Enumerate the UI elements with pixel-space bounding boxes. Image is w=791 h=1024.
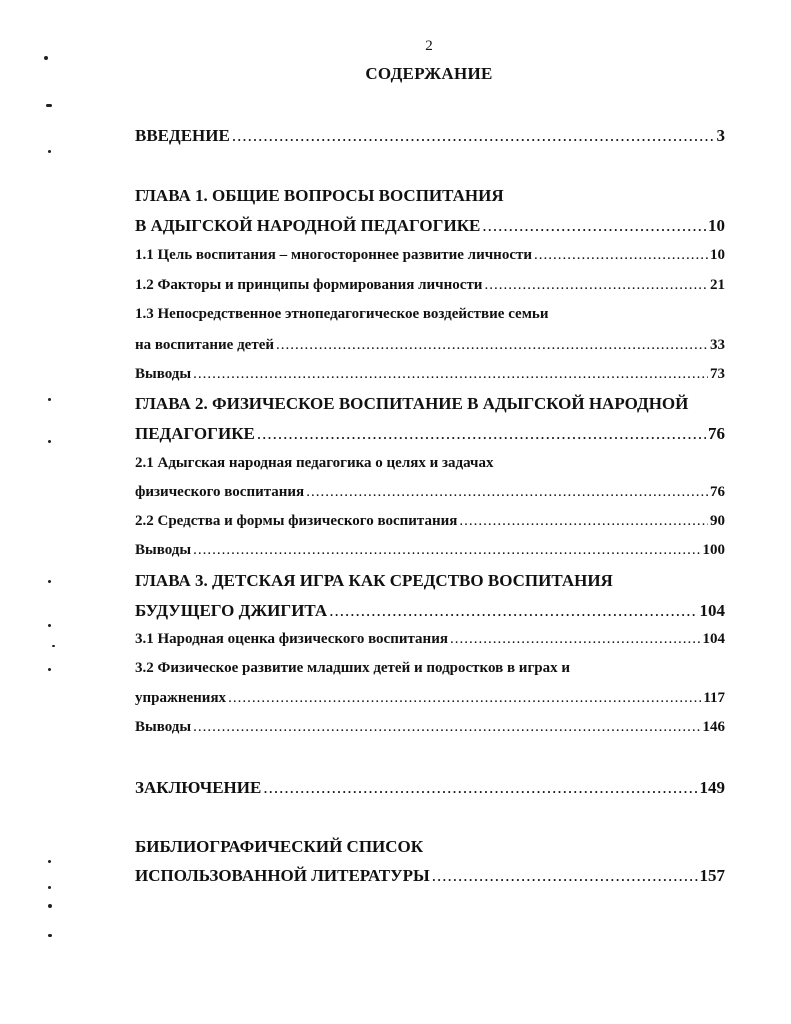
toc-entry-page: 90 (710, 513, 725, 529)
toc-entry-bibliography (135, 866, 725, 886)
toc-chapter-3 (135, 601, 725, 621)
toc-entry-page: 117 (703, 690, 725, 706)
toc-leader-dots (193, 366, 708, 383)
toc-entry-page: 3 (716, 126, 725, 145)
scan-speck (52, 645, 55, 647)
toc-entry-page: 73 (710, 366, 725, 382)
toc-leader-dots (232, 126, 715, 146)
scan-speck (48, 440, 51, 443)
toc-conclusions-2 (135, 542, 725, 559)
toc-entry-page: 104 (699, 601, 725, 620)
toc-entry-page: 104 (702, 631, 725, 647)
toc-leader-dots (329, 601, 697, 621)
toc-entry-text: ВВЕДЕНИЕ (135, 126, 230, 145)
toc-entry-text: физического воспитания (135, 484, 305, 500)
toc-leader-dots (193, 719, 700, 736)
toc-entry-page: 76 (708, 424, 725, 443)
toc-entry-page: 100 (702, 542, 725, 558)
toc-leader-dots (228, 690, 701, 707)
toc-section-1-2 (135, 277, 725, 294)
toc-section-2-1-line1: 2.1 Адыгская народная педагогика о целях и задачах (135, 455, 494, 471)
toc-chapter-2-line1: ГЛАВА 2. ФИЗИЧЕСКОЕ ВОСПИТАНИЕ В АДЫГСКОЙ НАРОДНОЙ (135, 394, 689, 413)
toc-entry-page: 33 (710, 337, 725, 353)
toc-section-1-3-line1: 1.3 Непосредственное этнопедагогическое воздействие семьи (135, 306, 549, 322)
scan-speck (48, 668, 51, 671)
toc-leader-dots (484, 277, 708, 294)
toc-entry-intro (135, 126, 725, 146)
toc-chapter-3-line1: ГЛАВА 3. ДЕТСКАЯ ИГРА КАК СРЕДСТВО ВОСПИТАНИЯ (135, 571, 613, 590)
toc-leader-dots (459, 513, 708, 530)
toc-entry-text: ПЕДАГОГИКЕ (135, 424, 255, 443)
toc-entry-text: ИСПОЛЬЗОВАННОЙ ЛИТЕРАТУРЫ (135, 866, 430, 885)
scan-speck (48, 624, 51, 627)
toc-entry-page: 10 (708, 216, 725, 235)
toc-conclusions-1 (135, 366, 725, 383)
scan-speck (48, 398, 51, 401)
toc-entry-page: 76 (710, 484, 725, 500)
toc-leader-dots (276, 337, 708, 354)
scan-speck (46, 104, 52, 107)
toc-section-1-3 (135, 337, 725, 354)
toc-chapter-2 (135, 424, 725, 444)
toc-leader-dots (193, 542, 700, 559)
toc-entry-text: Выводы (135, 366, 192, 382)
toc-bibliography-line1: БИБЛИОГРАФИЧЕСКИЙ СПИСОК (135, 837, 424, 856)
toc-section-2-1 (135, 484, 725, 501)
scan-speck (48, 886, 51, 889)
scan-speck (44, 56, 48, 60)
toc-section-3-2-line1: 3.2 Физическое развитие младших детей и подростков в играх и (135, 660, 570, 676)
toc-entry-text: ЗАКЛЮЧЕНИЕ (135, 778, 262, 797)
toc-entry-page: 149 (699, 778, 725, 797)
toc-entry-page: 146 (702, 719, 725, 735)
toc-leader-dots (482, 216, 706, 236)
toc-leader-dots (257, 424, 706, 444)
toc-chapter-1-line1: ГЛАВА 1. ОБЩИЕ ВОПРОСЫ ВОСПИТАНИЯ (135, 186, 504, 205)
toc-section-3-2 (135, 690, 725, 707)
scan-speck (48, 904, 52, 908)
toc-entry-conclusion (135, 778, 725, 798)
toc-entry-text: Выводы (135, 719, 192, 735)
scan-speck (48, 934, 52, 937)
scan-speck (48, 150, 51, 153)
toc-conclusions-3 (135, 719, 725, 736)
toc-title: СОДЕРЖАНИЕ (365, 64, 493, 83)
toc-entry-text: упражнениях (135, 690, 227, 706)
toc-entry-text: 3.1 Народная оценка физического воспитания (135, 631, 448, 647)
scan-speck (48, 580, 51, 583)
toc-leader-dots (450, 631, 701, 648)
toc-entry-text: В АДЫГСКОЙ НАРОДНОЙ ПЕДАГОГИКЕ (135, 216, 481, 235)
toc-section-2-2 (135, 513, 725, 530)
toc-leader-dots (306, 484, 708, 501)
page-number: 2 (425, 38, 433, 54)
toc-section-3-1 (135, 631, 725, 648)
toc-entry-page: 10 (710, 247, 725, 263)
toc-entry-page: 157 (699, 866, 725, 885)
toc-entry-page: 21 (710, 277, 725, 293)
toc-entry-text: 1.1 Цель воспитания – многостороннее развитие личности (135, 247, 532, 263)
toc-section-1-1 (135, 247, 725, 264)
toc-entry-text: 1.2 Факторы и принципы формирования личности (135, 277, 483, 293)
toc-leader-dots (534, 247, 708, 264)
toc-leader-dots (263, 778, 697, 798)
toc-entry-text: на воспитание детей (135, 337, 274, 353)
scan-speck (48, 860, 51, 863)
toc-chapter-1 (135, 216, 725, 236)
toc-leader-dots (432, 866, 698, 886)
toc-entry-text: Выводы (135, 542, 192, 558)
toc-entry-text: БУДУЩЕГО ДЖИГИТА (135, 601, 328, 620)
toc-entry-text: 2.2 Средства и формы физического воспитания (135, 513, 458, 529)
